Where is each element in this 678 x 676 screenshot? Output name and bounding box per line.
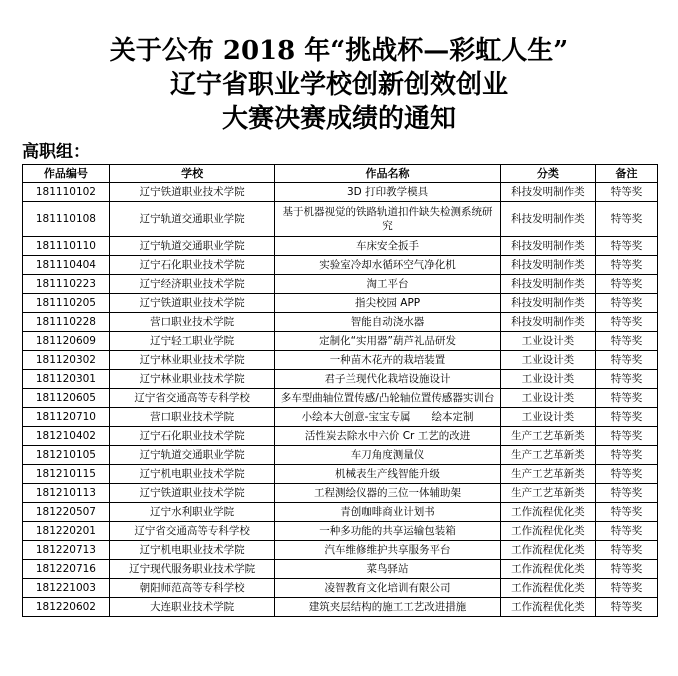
cell-category: 工作流程优化类 xyxy=(500,522,595,541)
cell-entry-id: 181110228 xyxy=(23,313,110,332)
table-row xyxy=(23,541,658,560)
header-category: 分类 xyxy=(500,165,595,183)
cell-remark: 特等奖 xyxy=(595,370,657,389)
cell-entry-id: 181220602 xyxy=(23,598,110,617)
cell-school: 辽宁轨道交通职业学院 xyxy=(109,237,274,256)
cell-remark: 特等奖 xyxy=(595,465,657,484)
cell-school: 辽宁铁道职业技术学院 xyxy=(109,484,274,503)
cell-entry-id: 181210105 xyxy=(23,446,110,465)
cell-entry-id: 181110110 xyxy=(23,237,110,256)
cell-school: 大连职业技术学院 xyxy=(109,598,274,617)
cell-entry-id: 181210115 xyxy=(23,465,110,484)
cell-school: 辽宁石化职业技术学院 xyxy=(109,427,274,446)
cell-category: 科技发明制作类 xyxy=(500,313,595,332)
cell-category: 工业设计类 xyxy=(500,332,595,351)
table-row xyxy=(23,427,658,446)
table-row xyxy=(23,560,658,579)
cell-entry-name: 3D 打印教学模具 xyxy=(275,183,500,202)
cell-remark: 特等奖 xyxy=(595,183,657,202)
cell-remark: 特等奖 xyxy=(595,446,657,465)
cell-category: 科技发明制作类 xyxy=(500,237,595,256)
cell-school: 营口职业技术学院 xyxy=(109,408,274,427)
table-row xyxy=(23,351,658,370)
cell-school: 辽宁铁道职业技术学院 xyxy=(109,294,274,313)
cell-entry-name: 指尖校园 APP xyxy=(275,294,500,313)
cell-entry-id: 181110102 xyxy=(23,183,110,202)
table-row xyxy=(23,332,658,351)
cell-entry-id: 181210402 xyxy=(23,427,110,446)
notice-title-line-1: 关于公布 2018 年“挑战杯—彩虹人生” xyxy=(109,36,569,66)
cell-entry-name: 建筑夹层结构的施工工艺改进措施 xyxy=(275,598,500,617)
cell-entry-name: 车床安全扳手 xyxy=(275,237,500,256)
cell-entry-name: 基于机器视觉的铁路轨道扣件缺失检测系统研究 xyxy=(275,202,500,237)
cell-category: 科技发明制作类 xyxy=(500,202,595,237)
cell-entry-id: 181120301 xyxy=(23,370,110,389)
cell-remark: 特等奖 xyxy=(595,332,657,351)
cell-entry-name: 定制化“实用器”葫芦礼品研发 xyxy=(275,332,500,351)
cell-school: 辽宁林业职业技术学院 xyxy=(109,370,274,389)
cell-category: 工作流程优化类 xyxy=(500,560,595,579)
cell-category: 生产工艺革新类 xyxy=(500,446,595,465)
cell-school: 辽宁轻工职业学院 xyxy=(109,332,274,351)
cell-entry-name: 汽车维修维护共享服务平台 xyxy=(275,541,500,560)
cell-entry-id: 181120609 xyxy=(23,332,110,351)
cell-entry-id: 181221003 xyxy=(23,579,110,598)
cell-category: 工作流程优化类 xyxy=(500,503,595,522)
cell-entry-name: 实验室冷却水循环空气净化机 xyxy=(275,256,500,275)
cell-entry-id: 181110223 xyxy=(23,275,110,294)
cell-entry-id: 181110108 xyxy=(23,202,110,237)
results-table xyxy=(22,164,658,617)
cell-school: 营口职业技术学院 xyxy=(109,313,274,332)
cell-category: 生产工艺革新类 xyxy=(500,465,595,484)
table-row xyxy=(23,294,658,313)
cell-remark: 特等奖 xyxy=(595,408,657,427)
cell-remark: 特等奖 xyxy=(595,579,657,598)
cell-entry-id: 181120605 xyxy=(23,389,110,408)
header-remark: 备注 xyxy=(595,165,657,183)
cell-entry-name: 机械表生产线智能升级 xyxy=(275,465,500,484)
cell-category: 生产工艺革新类 xyxy=(500,427,595,446)
header-school: 学校 xyxy=(109,165,274,183)
cell-category: 工业设计类 xyxy=(500,370,595,389)
table-row xyxy=(23,313,658,332)
table-header-row xyxy=(23,165,658,183)
table-row xyxy=(23,256,658,275)
cell-school: 辽宁轨道交通职业学院 xyxy=(109,446,274,465)
cell-school: 辽宁机电职业技术学院 xyxy=(109,541,274,560)
cell-entry-name: 一种多功能的共享运输包装箱 xyxy=(275,522,500,541)
cell-remark: 特等奖 xyxy=(595,427,657,446)
cell-remark: 特等奖 xyxy=(595,560,657,579)
table-row xyxy=(23,465,658,484)
cell-remark: 特等奖 xyxy=(595,351,657,370)
cell-remark: 特等奖 xyxy=(595,275,657,294)
cell-remark: 特等奖 xyxy=(595,484,657,503)
cell-school: 辽宁铁道职业技术学院 xyxy=(109,183,274,202)
table-row xyxy=(23,389,658,408)
cell-school: 朝阳师范高等专科学校 xyxy=(109,579,274,598)
table-row xyxy=(23,579,658,598)
table-row xyxy=(23,370,658,389)
cell-entry-name: 一种苗木花卉的栽培装置 xyxy=(275,351,500,370)
cell-entry-id: 181120710 xyxy=(23,408,110,427)
cell-entry-name: 青创咖啡商业计划书 xyxy=(275,503,500,522)
cell-school: 辽宁石化职业技术学院 xyxy=(109,256,274,275)
cell-category: 科技发明制作类 xyxy=(500,275,595,294)
cell-category: 生产工艺革新类 xyxy=(500,484,595,503)
cell-school: 辽宁水利职业学院 xyxy=(109,503,274,522)
cell-entry-name: 工程测绘仪器的三位一体辅助架 xyxy=(275,484,500,503)
cell-school: 辽宁现代服务职业技术学院 xyxy=(109,560,274,579)
table-row xyxy=(23,275,658,294)
cell-entry-name: 多车型曲轴位置传感/凸轮轴位置传感器实训台 xyxy=(275,389,500,408)
section-label: 高职组： xyxy=(22,142,90,162)
cell-entry-name: 君子兰现代化栽培设施设计 xyxy=(275,370,500,389)
table-row xyxy=(23,503,658,522)
notice-title-line-2: 辽宁省职业学校创新创效创业 xyxy=(169,70,508,100)
cell-remark: 特等奖 xyxy=(595,294,657,313)
table-row xyxy=(23,183,658,202)
cell-entry-name: 活性炭去除水中六价 Cr 工艺的改进 xyxy=(275,427,500,446)
cell-entry-name: 车刀角度测量仪 xyxy=(275,446,500,465)
cell-school: 辽宁林业职业技术学院 xyxy=(109,351,274,370)
cell-category: 科技发明制作类 xyxy=(500,294,595,313)
cell-category: 科技发明制作类 xyxy=(500,256,595,275)
cell-category: 工业设计类 xyxy=(500,408,595,427)
cell-school: 辽宁省交通高等专科学校 xyxy=(109,522,274,541)
table-body xyxy=(23,183,658,617)
notice-title-line-3: 大赛决赛成绩的通知 xyxy=(221,104,456,134)
cell-entry-id: 181220201 xyxy=(23,522,110,541)
cell-entry-id: 181110205 xyxy=(23,294,110,313)
cell-entry-id: 181220713 xyxy=(23,541,110,560)
cell-remark: 特等奖 xyxy=(595,503,657,522)
cell-entry-name: 凌智教育文化培训有限公司 xyxy=(275,579,500,598)
cell-entry-id: 181110404 xyxy=(23,256,110,275)
cell-entry-name: 小绘本大创意-宝宝专属 绘本定制 xyxy=(275,408,500,427)
cell-remark: 特等奖 xyxy=(595,598,657,617)
header-entry-id: 作品编号 xyxy=(23,165,110,183)
cell-category: 工作流程优化类 xyxy=(500,579,595,598)
cell-category: 工业设计类 xyxy=(500,351,595,370)
cell-remark: 特等奖 xyxy=(595,202,657,237)
cell-remark: 特等奖 xyxy=(595,256,657,275)
cell-remark: 特等奖 xyxy=(595,237,657,256)
table-row xyxy=(23,598,658,617)
cell-remark: 特等奖 xyxy=(595,313,657,332)
cell-entry-id: 181220507 xyxy=(23,503,110,522)
table-row xyxy=(23,522,658,541)
cell-category: 工业设计类 xyxy=(500,389,595,408)
table-row xyxy=(23,408,658,427)
cell-remark: 特等奖 xyxy=(595,522,657,541)
table-row xyxy=(23,237,658,256)
cell-remark: 特等奖 xyxy=(595,541,657,560)
cell-entry-id: 181220716 xyxy=(23,560,110,579)
cell-school: 辽宁省交通高等专科学校 xyxy=(109,389,274,408)
cell-entry-name: 菜鸟驿站 xyxy=(275,560,500,579)
cell-remark: 特等奖 xyxy=(595,389,657,408)
table-row xyxy=(23,446,658,465)
table-row xyxy=(23,484,658,503)
table-row xyxy=(23,202,658,237)
cell-school: 辽宁经济职业技术学院 xyxy=(109,275,274,294)
cell-category: 工作流程优化类 xyxy=(500,598,595,617)
cell-entry-name: 智能自动浇水器 xyxy=(275,313,500,332)
cell-entry-id: 181210113 xyxy=(23,484,110,503)
cell-entry-id: 181120302 xyxy=(23,351,110,370)
cell-school: 辽宁轨道交通职业学院 xyxy=(109,202,274,237)
cell-category: 工作流程优化类 xyxy=(500,541,595,560)
header-entry-name: 作品名称 xyxy=(275,165,500,183)
cell-category: 科技发明制作类 xyxy=(500,183,595,202)
cell-entry-name: 淘工平台 xyxy=(275,275,500,294)
cell-school: 辽宁机电职业技术学院 xyxy=(109,465,274,484)
